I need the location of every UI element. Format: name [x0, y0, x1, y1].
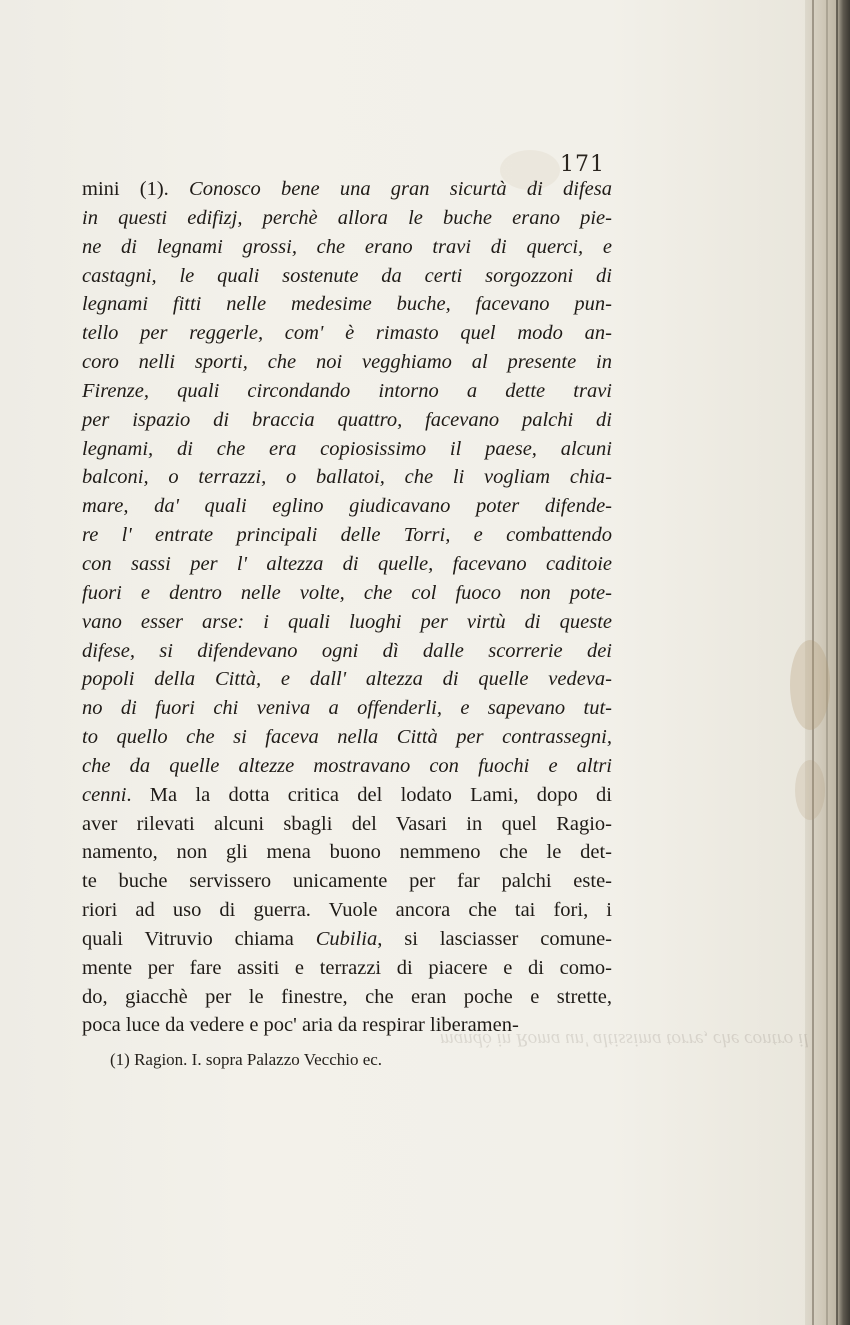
text-line	[82, 925, 612, 954]
text-line	[82, 867, 612, 896]
italic-text: balconi, o terrazzi, o ballatoi, che li vogliam chia-	[82, 466, 612, 489]
body-text	[82, 175, 612, 1040]
italic-text: tello per reggerle, com' è rimasto quel modo an-	[82, 322, 612, 345]
italic-text: legnami, di che era copiosissimo il paese, alcuni	[82, 437, 612, 460]
italic-text: re l' entrate principali delle Torri, e combattendo	[82, 524, 612, 547]
text-line	[82, 1011, 612, 1040]
italic-text: difese, si difendevano ogni dì dalle scorrerie dei	[82, 639, 612, 662]
bleed-through-text: mandò in Roma un' altissima torre, che contro il	[440, 1029, 809, 1050]
italic-text: fuori e dentro nelle volte, che col fuoco non pote-	[82, 581, 612, 604]
italic-text: che da quelle altezze mostravano con fuochi e altri	[82, 754, 612, 777]
roman-text: , si lasciasser comune-	[377, 927, 612, 950]
italic-text: Firenze, quali circondando intorno a dette travi	[82, 379, 612, 402]
roman-text: do, giacchè per le finestre, che eran poche e strette,	[82, 985, 612, 1008]
italic-text: in questi edifizj, perchè allora le buche erano pie-	[82, 206, 612, 229]
italic-text: to quello che si faceva nella Città per contrassegni,	[82, 726, 612, 749]
roman-text: quali Vitruvio chiama	[82, 927, 316, 950]
text-line	[82, 608, 612, 637]
footnote: (1) Ragion. I. sopra Palazzo Vecchio ec.	[110, 1050, 383, 1069]
text-line	[82, 319, 612, 348]
italic-text: castagni, le quali sostenute da certi sorgozzoni di	[82, 264, 612, 287]
text-line	[82, 954, 612, 983]
text-line	[82, 550, 612, 579]
italic-text: ne di legnami grossi, che erano travi di querci, e	[82, 235, 612, 258]
italic-text: popoli della Città, e dall' altezza di quelle vedeva-	[82, 668, 612, 691]
italic-text: con sassi per l' altezza di quelle, facevano caditoie	[82, 552, 612, 575]
italic-text: mare, da' quali eglino giudicavano poter difende-	[82, 495, 612, 518]
italic-text: coro nelli sporti, che noi vegghiamo al presente in	[82, 351, 612, 374]
roman-text: riori ad uso di guerra. Vuole ancora che tai fori, i	[82, 899, 612, 922]
italic-text: vano esser arse: i quali luoghi per virtù di queste	[82, 610, 612, 633]
italic-text: cenni	[82, 783, 127, 806]
text-line	[82, 665, 612, 694]
text-line	[82, 435, 612, 464]
italic-text: Conosco bene una gran sicurtà di difesa	[189, 178, 612, 200]
text-line	[82, 406, 612, 435]
page-number: 171	[560, 152, 605, 177]
roman-text: mini (1).	[82, 178, 190, 200]
roman-text: poca luce da vedere e poc' aria da respirar liberamen-	[82, 1014, 519, 1037]
text-line	[82, 637, 612, 666]
paper-stain	[795, 760, 825, 820]
text-line	[82, 492, 612, 521]
text-line	[82, 579, 612, 608]
text-line	[82, 752, 612, 781]
roman-text: aver rilevati alcuni sbagli del Vasari in quel Ragio-	[82, 812, 612, 835]
text-line	[82, 204, 612, 233]
page-edge-line	[836, 0, 838, 1325]
roman-text: te buche servissero unicamente per far palchi este-	[82, 870, 612, 893]
italic-text: no di fuori chi veniva a offenderli, e sapevano tut-	[82, 697, 612, 720]
text-line	[82, 521, 612, 550]
text-line	[82, 290, 612, 319]
text-line	[82, 233, 612, 262]
roman-text: mente per fare assiti e terrazzi di piacere e di como-	[82, 956, 612, 979]
text-line	[82, 348, 612, 377]
text-line	[82, 463, 612, 492]
text-line	[82, 810, 612, 839]
text-line	[82, 694, 612, 723]
italic-text: Cubilia	[315, 927, 378, 950]
paper-stain	[790, 640, 830, 730]
text-line	[82, 781, 612, 810]
text-line	[82, 377, 612, 406]
italic-text: per ispazio di braccia quattro, facevano palchi di	[82, 408, 612, 431]
roman-text: . Ma la dotta critica del lodato Lami, dopo di	[126, 783, 612, 806]
text-line	[82, 838, 612, 867]
text-line	[82, 723, 612, 752]
text-line	[82, 175, 612, 204]
text-line	[82, 262, 612, 291]
text-line	[82, 983, 612, 1012]
text-line	[82, 896, 612, 925]
italic-text: legnami fitti nelle medesime buche, facevano pun-	[82, 293, 612, 316]
roman-text: namento, non gli mena buono nemmeno che le det-	[82, 841, 612, 864]
